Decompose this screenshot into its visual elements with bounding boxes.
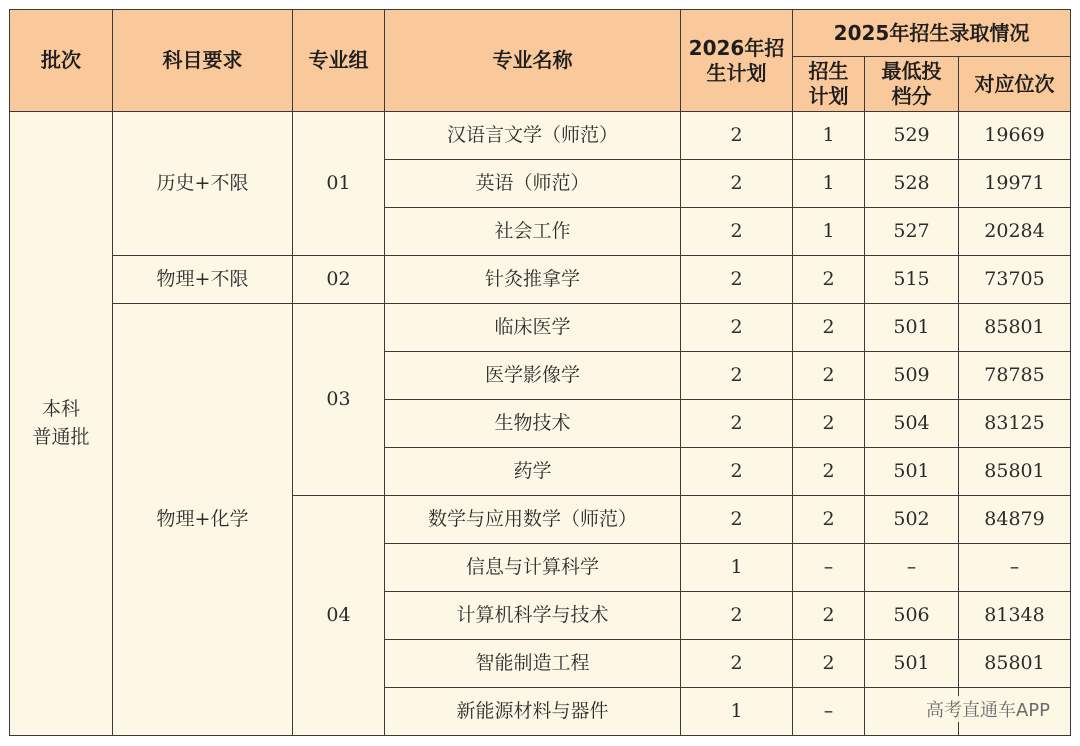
batch-label-line1: 本科 — [41, 397, 80, 420]
min-score: 502 — [865, 496, 959, 544]
plan-2026: 2 — [681, 112, 793, 160]
header-min-score — [865, 57, 959, 112]
rank: – — [959, 544, 1071, 592]
rank: 19971 — [959, 160, 1071, 208]
header-major-name: 专业名称 — [385, 10, 681, 112]
batch-cell — [10, 112, 113, 736]
plan-2026: 2 — [681, 160, 793, 208]
major-name: 英语（师范） — [385, 160, 681, 208]
plan-2025: 2 — [793, 400, 865, 448]
plan-2025: 1 — [793, 160, 865, 208]
plan-2026: 1 — [681, 688, 793, 736]
major-name: 信息与计算科学 — [385, 544, 681, 592]
header-plan-2025 — [793, 57, 865, 112]
header-plan-2026-text: 2026年招生计划 — [688, 35, 785, 85]
major-name: 社会工作 — [385, 208, 681, 256]
major-group: 01 — [293, 112, 385, 256]
min-score: 501 — [865, 640, 959, 688]
plan-2026: 2 — [681, 352, 793, 400]
plan-2026: 2 — [681, 208, 793, 256]
major-group: 04 — [293, 496, 385, 736]
plan-2025: 2 — [793, 256, 865, 304]
rank: 85801 — [959, 640, 1071, 688]
plan-2025: 2 — [793, 592, 865, 640]
plan-2025: 2 — [793, 496, 865, 544]
batch-label-line2: 普通批 — [32, 425, 90, 448]
plan-2025: – — [793, 688, 865, 736]
min-score: 504 — [865, 400, 959, 448]
min-score: 509 — [865, 352, 959, 400]
plan-2025: – — [793, 544, 865, 592]
subject-requirement: 物理+化学 — [113, 304, 293, 736]
min-score: 515 — [865, 256, 959, 304]
min-score: – — [865, 544, 959, 592]
major-name: 药学 — [385, 448, 681, 496]
subject-requirement: 物理+不限 — [113, 256, 293, 304]
watermark-text: 高考直通车APP — [924, 696, 1052, 722]
major-name: 针灸推拿学 — [385, 256, 681, 304]
major-name: 数学与应用数学（师范） — [385, 496, 681, 544]
rank: 19669 — [959, 112, 1071, 160]
rank: 83125 — [959, 400, 1071, 448]
min-score: 506 — [865, 592, 959, 640]
header-min-score-text: 最低投档分 — [881, 59, 942, 108]
major-group: 02 — [293, 256, 385, 304]
header-rank: 对应位次 — [959, 57, 1071, 112]
major-name: 汉语言文学（师范） — [385, 112, 681, 160]
major-name: 智能制造工程 — [385, 640, 681, 688]
major-group: 03 — [293, 304, 385, 496]
subject-requirement: 历史+不限 — [113, 112, 293, 256]
plan-2026: 2 — [681, 400, 793, 448]
header-major-group: 专业组 — [293, 10, 385, 112]
admission-table — [9, 9, 1071, 736]
plan-2026: 2 — [681, 256, 793, 304]
rank: 20284 — [959, 208, 1071, 256]
min-score: 501 — [865, 304, 959, 352]
rank: 81348 — [959, 592, 1071, 640]
plan-2026: 2 — [681, 496, 793, 544]
major-name: 医学影像学 — [385, 352, 681, 400]
min-score: 528 — [865, 160, 959, 208]
header-subject-requirement: 科目要求 — [113, 10, 293, 112]
plan-2026: 1 — [681, 544, 793, 592]
plan-2025: 2 — [793, 448, 865, 496]
header-2025-stats: 2025年招生录取情况 — [793, 10, 1071, 57]
rank: 85801 — [959, 304, 1071, 352]
major-name: 临床医学 — [385, 304, 681, 352]
rank: 85801 — [959, 448, 1071, 496]
plan-2025: 2 — [793, 352, 865, 400]
rank: 78785 — [959, 352, 1071, 400]
plan-2026: 2 — [681, 304, 793, 352]
plan-2025: 1 — [793, 112, 865, 160]
rank: 84879 — [959, 496, 1071, 544]
plan-2025: 2 — [793, 304, 865, 352]
plan-2026: 2 — [681, 640, 793, 688]
plan-2026: 2 — [681, 448, 793, 496]
header-batch: 批次 — [10, 10, 113, 112]
major-name: 计算机科学与技术 — [385, 592, 681, 640]
rank: 73705 — [959, 256, 1071, 304]
major-name: 生物技术 — [385, 400, 681, 448]
header-plan-2026 — [681, 10, 793, 112]
plan-2025: 1 — [793, 208, 865, 256]
min-score: 527 — [865, 208, 959, 256]
major-name: 新能源材料与器件 — [385, 688, 681, 736]
plan-2025: 2 — [793, 640, 865, 688]
min-score: 529 — [865, 112, 959, 160]
header-plan-2025-text: 招生计划 — [808, 59, 849, 108]
plan-2026: 2 — [681, 592, 793, 640]
min-score: 501 — [865, 448, 959, 496]
